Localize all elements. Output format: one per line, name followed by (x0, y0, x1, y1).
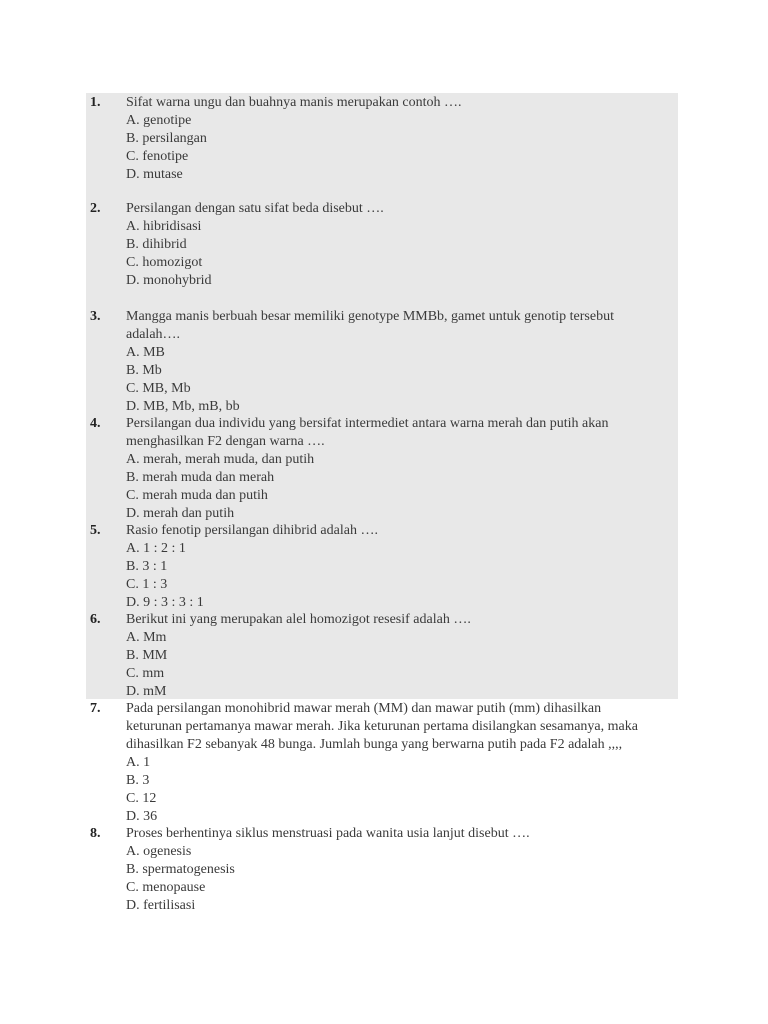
option-a: A. MB (126, 345, 165, 360)
option-c: C. 1 : 3 (126, 577, 168, 592)
option-b: B. spermatogenesis (126, 862, 235, 877)
option-d: D. merah dan putih (126, 506, 235, 521)
option-b: B. MM (126, 648, 168, 663)
option-b: B. 3 (126, 773, 150, 788)
question-number: 8. (90, 826, 101, 841)
option-c: C. 12 (126, 791, 157, 806)
option-c: C. mm (126, 666, 165, 681)
question-text: Mangga manis berbuah besar memiliki genotype MMBb, gamet untuk genotip tersebut (126, 309, 614, 324)
option-b: B. persilangan (126, 131, 207, 146)
option-c: C. fenotipe (126, 149, 189, 164)
question-text: Sifat warna ungu dan buahnya manis merupakan contoh …. (126, 95, 462, 110)
question-number: 1. (90, 95, 101, 110)
question-number: 5. (90, 523, 101, 538)
option-c: C. menopause (126, 880, 206, 895)
question-number: 3. (90, 309, 101, 324)
option-a: A. merah, merah muda, dan putih (126, 452, 315, 467)
option-d: D. monohybrid (126, 273, 212, 288)
question-body (126, 611, 666, 701)
question-number: 7. (90, 701, 101, 716)
answer-options (126, 451, 666, 523)
question-body (126, 825, 666, 915)
option-a: A. 1 : 2 : 1 (126, 541, 186, 556)
question-body (126, 200, 666, 290)
option-b: B. Mb (126, 363, 162, 378)
option-a: A. genotipe (126, 113, 192, 128)
option-c: C. MB, Mb (126, 381, 191, 396)
question-body (126, 700, 666, 826)
option-a: A. hibridisasi (126, 219, 202, 234)
option-a: A. ogenesis (126, 844, 192, 859)
question-number: 2. (90, 201, 101, 216)
answer-options (126, 843, 666, 915)
option-d: D. mM (126, 684, 167, 699)
question-text: Pada persilangan monohibrid mawar merah (MM) dan mawar putih (mm) dihasilkan (126, 701, 602, 716)
question-text: Persilangan dua individu yang bersifat intermediet antara warna merah dan putih akan (126, 416, 609, 431)
question-body (126, 522, 666, 612)
question-text: menghasilkan F2 dengan warna …. (126, 434, 325, 449)
question-text: Proses berhentinya siklus menstruasi pada wanita usia lanjut disebut …. (126, 826, 530, 841)
option-a: A. Mm (126, 630, 167, 645)
question-number: 4. (90, 416, 101, 431)
question-text: Persilangan dengan satu sifat beda disebut …. (126, 201, 384, 216)
option-d: D. 9 : 3 : 3 : 1 (126, 595, 204, 610)
option-a: A. 1 (126, 755, 151, 770)
option-d: D. MB, Mb, mB, bb (126, 399, 240, 414)
option-d: D. 36 (126, 809, 158, 824)
answer-options (126, 629, 666, 701)
question-body (126, 415, 666, 523)
question-number: 6. (90, 612, 101, 627)
option-b: B. dihibrid (126, 237, 187, 252)
option-b: B. 3 : 1 (126, 559, 168, 574)
question-text: Rasio fenotip persilangan dihibrid adalah …. (126, 523, 378, 538)
question-text: keturunan pertamanya mawar merah. Jika keturunan pertama disilangkan sesamanya, maka (126, 719, 638, 734)
option-d: D. fertilisasi (126, 898, 196, 913)
question-text: dihasilkan F2 sebanyak 48 bunga. Jumlah bunga yang berwarna putih pada F2 adalah ,,,, (126, 737, 623, 752)
option-d: D. mutase (126, 167, 183, 182)
answer-options (126, 344, 666, 416)
question-body (126, 308, 666, 416)
option-c: C. merah muda dan putih (126, 488, 268, 503)
question-text: Berikut ini yang merupakan alel homozigot resesif adalah …. (126, 612, 471, 627)
answer-options (126, 218, 666, 290)
option-c: C. homozigot (126, 255, 203, 270)
answer-options (126, 540, 666, 612)
answer-options (126, 112, 666, 184)
answer-options (126, 754, 666, 826)
question-body (126, 94, 666, 184)
question-text: adalah…. (126, 327, 181, 342)
option-b: B. merah muda dan merah (126, 470, 275, 485)
